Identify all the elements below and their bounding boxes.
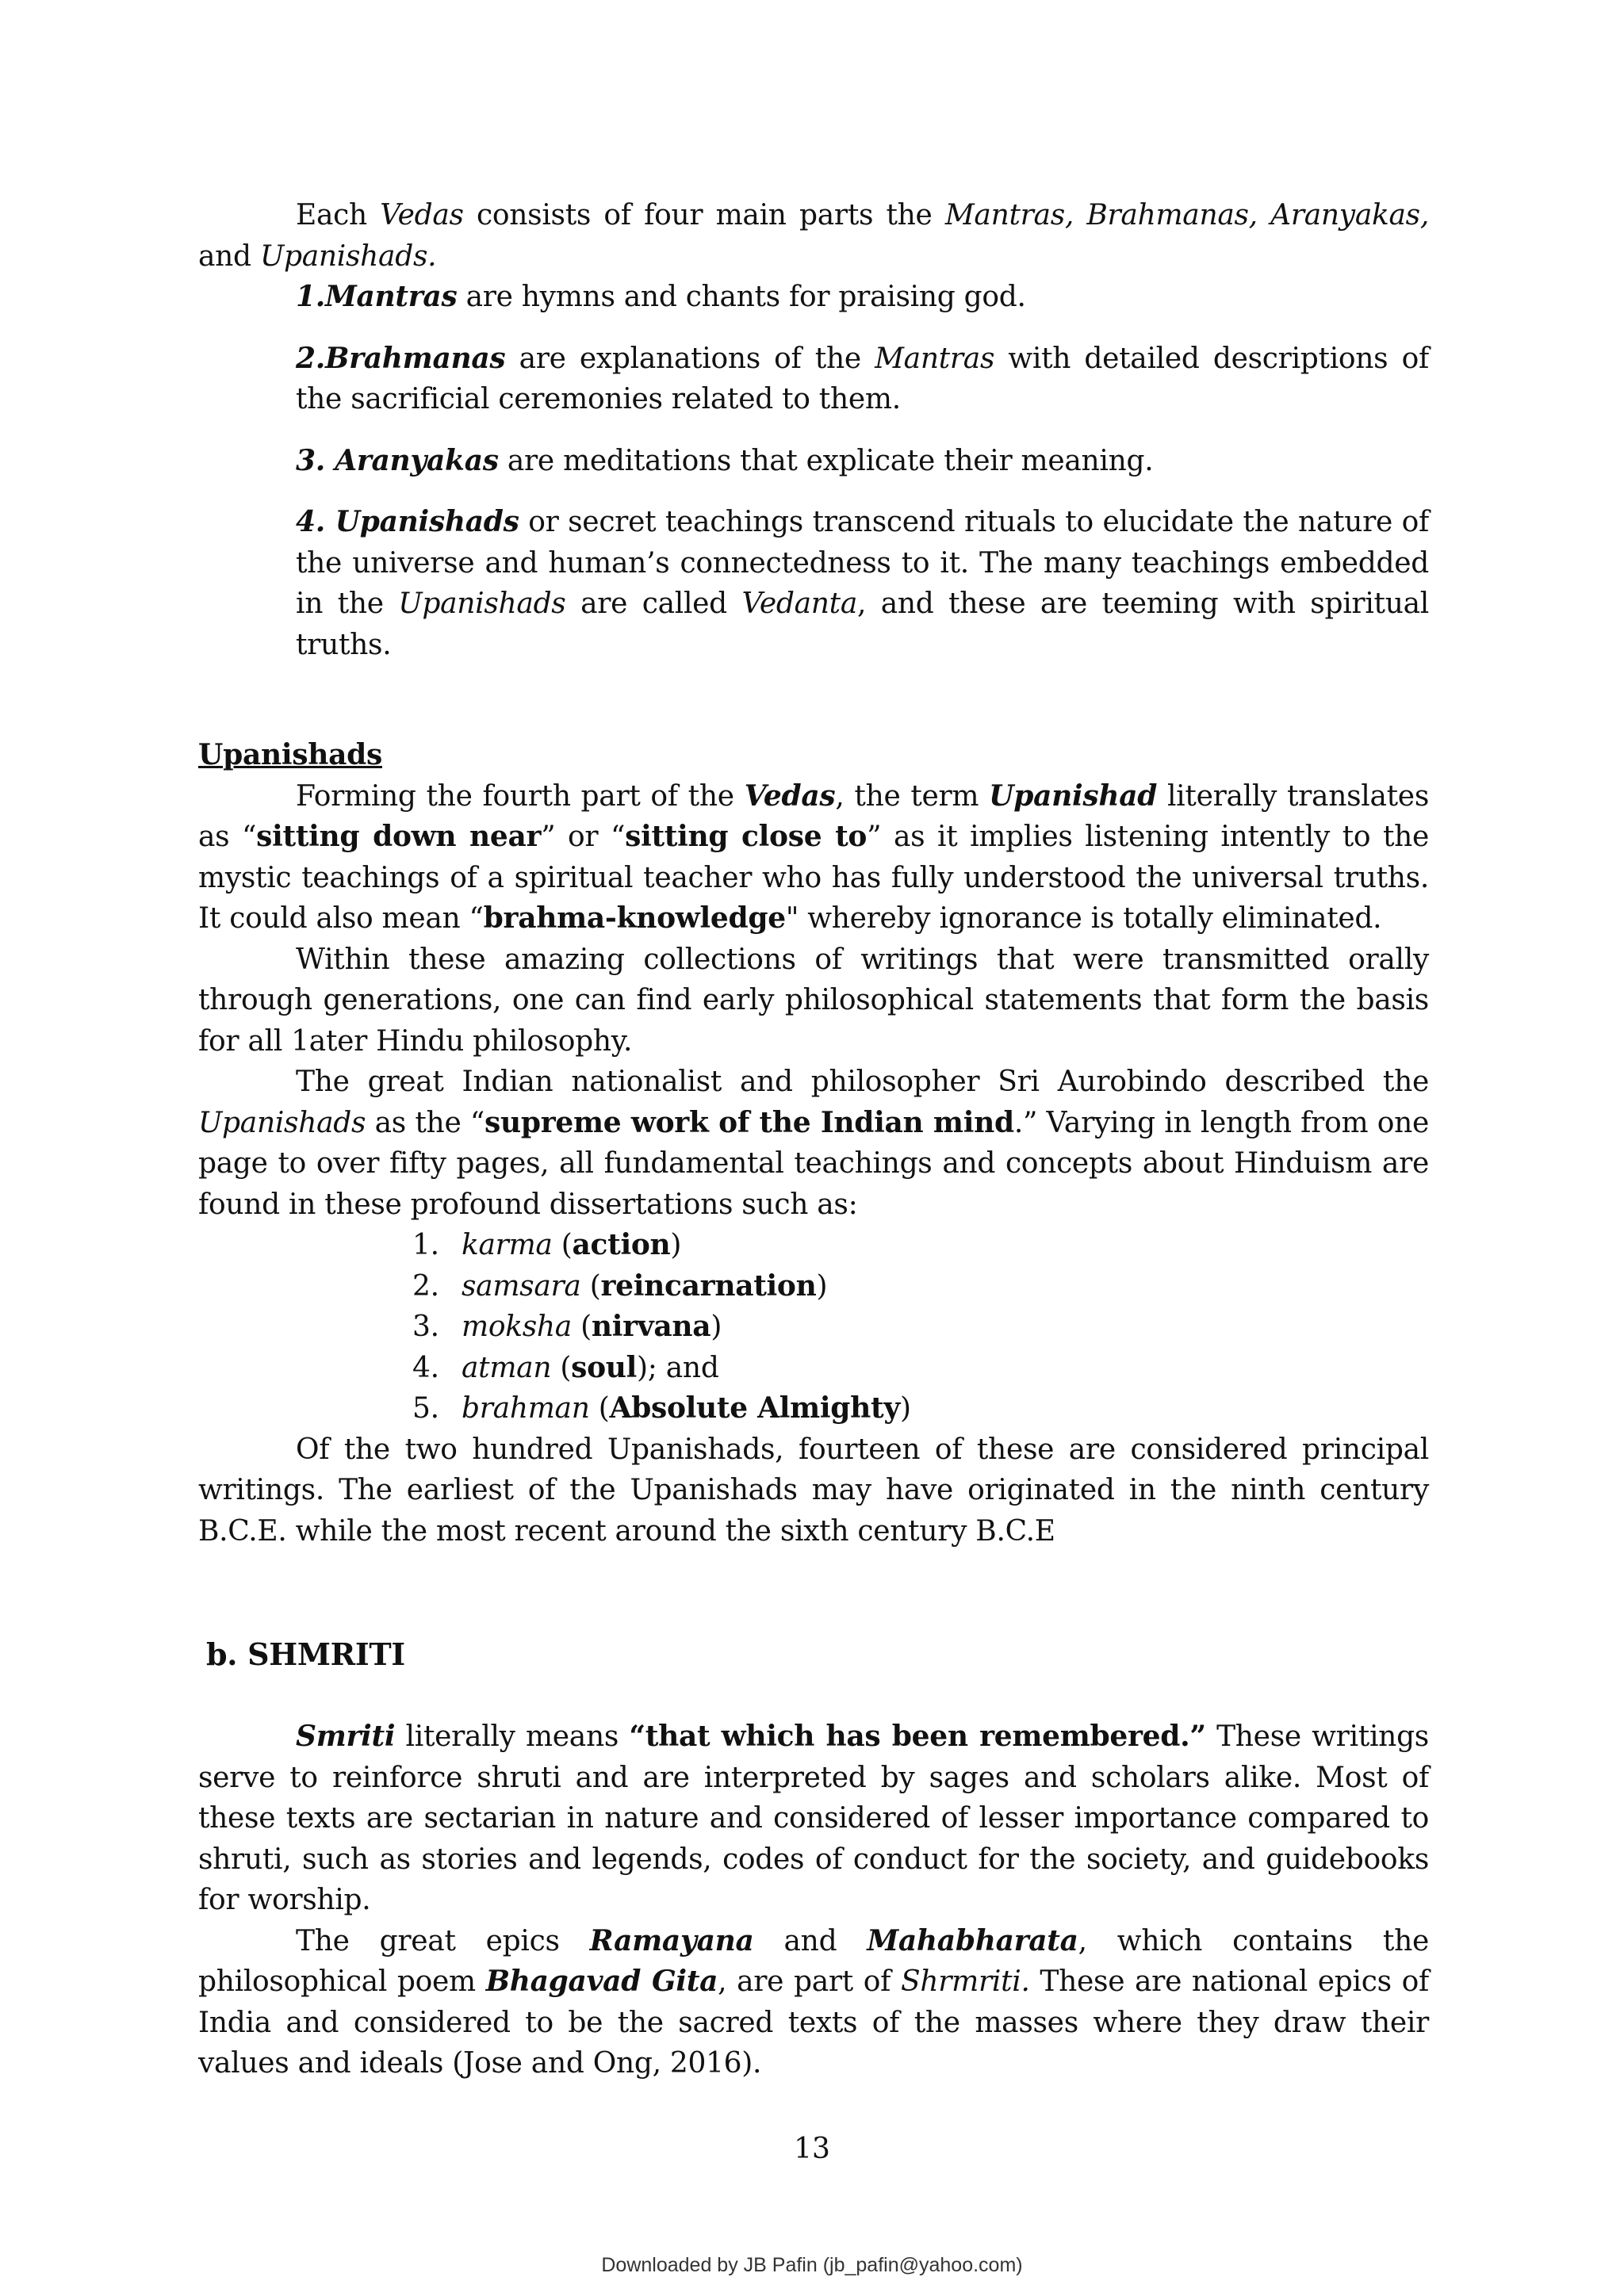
- concept-term: samsara: [462, 1269, 581, 1303]
- text-italic: Upanishads: [398, 587, 566, 620]
- concept-meaning: Absolute Almighty: [609, 1391, 900, 1425]
- text: ): [816, 1269, 828, 1303]
- text: (: [589, 1392, 610, 1425]
- intro-paragraph: [198, 195, 1429, 277]
- part-term: Upanishads: [335, 505, 519, 538]
- text-bold: sitting close to: [625, 820, 868, 853]
- concept-meaning: soul: [571, 1350, 638, 1384]
- text: These are national epics of India and considered to be the sacred texts of the masses where they draw their values and ideals (Jose and Ong, 2016).: [198, 1965, 1429, 2080]
- text-bold-italic: Ramayana: [589, 1923, 754, 1957]
- text: , which contains the philosophical poem: [198, 1924, 1429, 1998]
- text-italic: Mantras, Brahmanas, Aranyakas,: [944, 199, 1429, 232]
- list-number: 4.: [412, 1351, 439, 1384]
- text: and: [198, 239, 260, 273]
- list-item: [412, 1225, 1429, 1266]
- part-upanishads: [296, 502, 1429, 665]
- shmriti-paragraph-2: [198, 1921, 1429, 2084]
- text: , are part of: [718, 1965, 901, 1998]
- text: (: [580, 1269, 601, 1303]
- list-item: [412, 1266, 1429, 1307]
- part-term: Aranyakas: [335, 443, 499, 477]
- text: Forming the fourth part of the: [296, 779, 745, 813]
- text: These writings serve to reinforce shruti and are interpreted by sages and scholars alike. Most of these texts are sectarian in nature and considered of lesser importance compared to shruti, such as stories and legends, codes of conduct for the society, and guidebooks for worship.: [198, 1720, 1429, 1916]
- list-item: [412, 1307, 1429, 1348]
- part-text: are hymns and chants for praising god.: [457, 281, 1026, 313]
- text: ” or “: [541, 821, 626, 853]
- part-text: with detailed descriptions of the sacrificial ceremonies related to them.: [296, 342, 1429, 415]
- text: " whereby ignorance is totally eliminated.: [785, 902, 1382, 935]
- download-footer: Downloaded by JB Pafin (jb_pafin@yahoo.com): [601, 2254, 1023, 2276]
- text: (: [571, 1311, 592, 1343]
- text-italic: Upanishads.: [259, 239, 437, 273]
- part-aranyakas: [296, 441, 1429, 482]
- text: The great epics: [296, 1924, 590, 1957]
- page-number: 13: [794, 2133, 830, 2165]
- text: .” Varying in length from one page to over fifty pages, all fundamental teachings and concepts about Hinduism are found in these profound dissertations such as:: [198, 1106, 1429, 1221]
- part-text: or secret teachings transcend rituals to elucidate the nature of the universe and human’s connectedness to it. The many teachings embedded in the: [296, 506, 1430, 620]
- text-italic: Shrmriti.: [900, 1965, 1030, 1998]
- concept-term: moksha: [462, 1311, 572, 1343]
- concepts-list: [412, 1225, 1429, 1429]
- text-bold: sitting down near: [256, 820, 542, 853]
- part-text: are called: [565, 587, 742, 620]
- text-bold-italic: Vedas: [744, 779, 836, 813]
- text: and: [753, 1924, 868, 1957]
- upanishads-paragraph-3: [198, 1062, 1429, 1225]
- upanishads-paragraph-1: [198, 776, 1429, 939]
- concept-meaning: action: [572, 1228, 671, 1261]
- part-number: 2.: [296, 341, 325, 375]
- text: as the “: [366, 1106, 485, 1139]
- part-mantras: [296, 277, 1429, 318]
- part-text: are explanations of the: [505, 342, 875, 375]
- concept-term: brahman: [462, 1392, 590, 1425]
- text-bold-italic: Smriti: [296, 1720, 396, 1753]
- list-item: [412, 1348, 1429, 1389]
- concept-meaning: reincarnation: [600, 1269, 817, 1303]
- part-text: are meditations that explicate their meaning.: [498, 444, 1154, 477]
- part-brahmanas: [296, 339, 1429, 420]
- part-term: Brahmanas: [324, 341, 506, 375]
- text: literally means: [395, 1720, 630, 1753]
- section-heading-upanishads: Upanishads: [198, 738, 382, 771]
- text-bold: “that which has been remembered.”: [629, 1720, 1206, 1753]
- list-number: 1.: [412, 1229, 439, 1261]
- text-bold: brahma-knowledge: [483, 901, 786, 935]
- upanishads-paragraph-2: Within these amazing collections of writings that were transmitted orally through generations, one can find early philosophical statements that form the basis for all 1ater Hindu philosophy.: [198, 943, 1429, 1058]
- text: consists of four main parts the: [463, 199, 945, 232]
- part-term: Mantras: [324, 280, 458, 313]
- page-content: [198, 195, 1429, 2084]
- text: (: [551, 1351, 572, 1384]
- text: ): [710, 1311, 722, 1343]
- text: (: [552, 1229, 573, 1261]
- list-number: 3.: [412, 1311, 439, 1343]
- text: literally translates as “: [198, 779, 1429, 853]
- text: , the term: [835, 779, 990, 813]
- list-item: [412, 1388, 1429, 1429]
- list-number: 5.: [412, 1392, 439, 1425]
- text: ); and: [637, 1351, 719, 1384]
- text: ): [670, 1229, 682, 1261]
- text: The great Indian nationalist and philosopher Sri Aurobindo described the: [296, 1066, 1429, 1098]
- concept-term: atman: [462, 1351, 552, 1384]
- text: ” as it implies listening intently to the mystic teachings of a spiritual teacher who has fully understood the universal truths. It could also mean “: [198, 821, 1429, 935]
- shmriti-paragraph-1: [198, 1716, 1429, 1921]
- concept-meaning: nirvana: [591, 1310, 711, 1343]
- part-number: 4.: [296, 505, 335, 538]
- text-italic: Mantras: [875, 342, 995, 375]
- text: Each: [296, 199, 381, 232]
- text: ): [899, 1392, 911, 1425]
- section-heading-shmriti: b. SHMRITI: [206, 1636, 405, 1672]
- upanishads-paragraph-4: Of the two hundred Upanishads, fourteen of these are considered principal writings. The earliest of the Upanishads may have originated in the ninth century B.C.E. while the most recent around the sixth century B.C.E: [198, 1433, 1429, 1548]
- part-number: 3.: [296, 443, 335, 477]
- list-number: 2.: [412, 1269, 439, 1303]
- text-bold-italic: Mahabharata: [867, 1923, 1078, 1957]
- text-italic: Upanishads: [198, 1106, 366, 1139]
- text-bold: supreme work of the Indian mind: [484, 1105, 1014, 1139]
- text-italic: Vedas: [380, 199, 464, 232]
- concept-term: karma: [462, 1229, 553, 1261]
- text-bold-italic: Upanishad: [989, 779, 1158, 813]
- part-text: , and these are teeming with spiritual truths.: [296, 587, 1429, 661]
- text-italic: Vedanta: [741, 587, 858, 620]
- text-bold-italic: Bhagavad Gita: [485, 1965, 718, 1998]
- part-number: 1.: [296, 280, 325, 313]
